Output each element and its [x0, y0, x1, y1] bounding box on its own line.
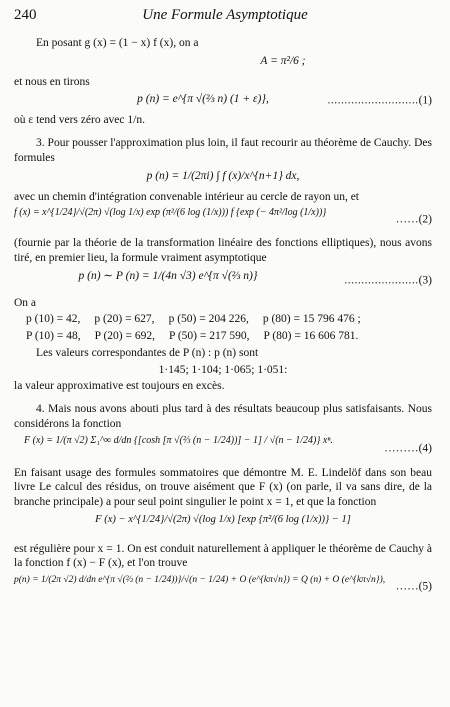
ratios-line: 1·145; 1·104; 1·065; 1·051:: [158, 363, 288, 376]
equation-cauchy: [14, 169, 432, 187]
section-4-paragraph-2: En faisant usage des formules sommatoires que démontre M. E. Lindelöf dans son beau livre Le calcul des résidus, on trouve aisément que F (x) (on parle, il va sans dire, de la branche principale) a pour seul point singulier le point x = 1, et que la fonction: [14, 466, 432, 508]
running-title: Une Formule Asymptotique: [142, 7, 308, 23]
page-number: 240: [14, 7, 37, 23]
text-line: la valeur approximative est toujours en excès.: [14, 380, 225, 393]
equation-1: [14, 92, 432, 110]
section-3-paragraph-2: (fournie par la théorie de la transformation linéaire des fonctions elliptiques), nous avons tiré, en premier lieu, la formule vraiment asymptotique: [14, 237, 432, 265]
values-row-P: [26, 329, 432, 344]
equation-tag: ………(4): [384, 442, 432, 455]
equation-text: p (n) = e^{π √(⅔ n) (1 + ε)},: [137, 93, 269, 106]
value-cell: P (50) = 217 590,: [169, 330, 250, 343]
equation-tag: ……(5): [395, 580, 432, 593]
value-cell: p (80) = 15 796 476 ;: [262, 313, 361, 326]
equation-text: f (x) = x^{1/24}/√(2π) √(log 1/x) exp (π²/(6 log (1/x))) f {exp (− 4π²/log (1/x))}: [14, 207, 327, 219]
equation-tag: ……(2): [395, 213, 432, 226]
running-header: [14, 6, 436, 26]
page-body: [14, 36, 432, 603]
section-4-paragraph: 4. Mais nous avons abouti plus tard à des résultats beaucoup plus satisfaisants. Nous considérons la fonction: [14, 403, 432, 430]
text-line: Les valeurs correspondantes de P (n) : p (n) sont: [36, 346, 259, 359]
value-cell: P (80) = 16 606 781.: [263, 330, 359, 343]
value-cell: p (50) = 204 226,: [168, 313, 249, 326]
equation-5: [14, 574, 432, 600]
equation-text: F (x) − x^{1/24}/√(2π) √(log 1/x) [exp {π²/(6 log (1/x))} − 1]: [95, 513, 351, 525]
equation-text: p (n) ∼ P (n) = 1/(4n √3) e^{π √(⅔ n)}: [78, 269, 258, 282]
value-cell: p (10) = 42,: [26, 313, 81, 326]
section-3-continuation: avec un chemin d'intégration convenable intérieur au cercle de rayon un, et: [14, 190, 359, 203]
text-line: où ε tend vers zéro avec 1/n.: [14, 114, 145, 127]
value-cell: P (10) = 48,: [26, 330, 81, 343]
equation-3: [14, 269, 432, 293]
equation-text: F (x) = 1/(π √2) Σ₁^∞ d/dn {[cosh [π √(⅔ (n − 1/24))] − 1] / √(n − 1/24)} xⁿ.: [24, 434, 333, 446]
equation-A: [14, 54, 432, 72]
text-line: On a: [14, 296, 37, 309]
text-line: et nous en tirons: [14, 75, 90, 88]
value-cell: p (20) = 627,: [94, 313, 155, 326]
equation-text: p(n) = 1/(2π √2) d/dn e^{π √(⅔ (n − 1/24))}/√(n − 1/24) + O (e^{kπ√n}) = Q (n) + O (e^{kπ√n}),: [14, 575, 386, 586]
equation-tag: ......................(3): [344, 274, 432, 287]
equation-text: p (n) = 1/(2πi) ∫ f (x)/x^{n+1} dx,: [146, 169, 300, 182]
value-cell: P (20) = 692,: [94, 330, 155, 343]
values-row-p: [26, 312, 432, 327]
equation-tag: ...........................(1): [327, 95, 432, 108]
equation-4: [14, 435, 432, 463]
equation-2: [14, 207, 432, 233]
section-3-paragraph: 3. Pour pousser l'approximation plus loin, il faut recourir au théorème de Cauchy. Des formules: [14, 137, 432, 164]
equation-text: A = π²/6 ;: [260, 54, 306, 67]
equation-F: [14, 513, 432, 539]
text-line: En posant g (x) = (1 − x) f (x), on a: [36, 37, 199, 49]
section-4-paragraph-3: est régulière pour x = 1. On est conduit naturellement à appliquer le théorème de Cauchy à la fonction f (x) − F (x), et l'on trouve: [14, 542, 432, 570]
